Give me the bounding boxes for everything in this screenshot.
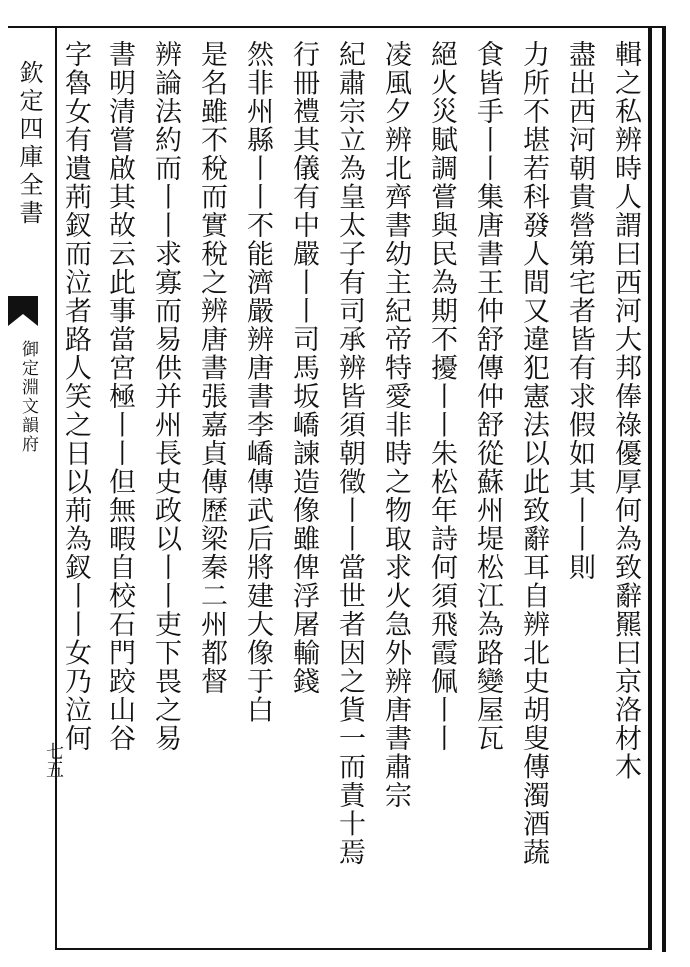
left-inner-border: [55, 26, 57, 950]
text-column-9: 然非州縣丨丨不能濟嚴辨唐書李嶠傳武后將建大像于白: [242, 40, 273, 724]
right-border: [648, 26, 652, 950]
text-column-5: 絕火災賦調嘗與民為期不擾丨丨朱松年詩何須飛霞佩丨丨: [426, 40, 457, 753]
text-column-6: 凌風夕辨北齊書幼主紀帝特愛非時之物取求火急外辨唐書肅宗: [380, 40, 411, 810]
text-column-12: 書明清嘗啟其故云此事當宮極丨丨但無暇自校石門跤山谷: [104, 40, 135, 753]
page-number: 七五: [43, 742, 64, 778]
text-column-10: 是名雖不稅而實稅之辨唐書張嘉貞傳歷梁秦二州都督: [196, 40, 227, 696]
text-column-11: 辨論法約而丨丨求寡而易供并州長史政以丨丨吏下畏之易: [150, 40, 181, 753]
text-column-8: 行冊禮其儀有中嚴丨丨司馬坂嶠諫造像雖俾浮屠輸錢: [288, 40, 319, 696]
top-border: [55, 26, 652, 28]
bottom-border: [55, 948, 652, 950]
side-title: 欽定四庫全書: [15, 60, 43, 228]
text-column-2: 盡出西河朝貴營第宅者皆有求假如其丨丨則: [564, 40, 595, 582]
side-subtitle: 御定淵文韻府: [18, 340, 38, 454]
text-column-13: 字魯女有遺荊釵而泣者路人笑之日以荊為釵丨丨女乃泣何: [60, 40, 91, 753]
text-column-4: 食皆手丨丨集唐書王仲舒傳仲舒從蘇州堤松江為路變屋瓦: [472, 40, 503, 753]
text-column-1: 輯之私辨時人謂曰西河大邦俸祿優厚何為致辭羆曰京洛材木: [610, 40, 641, 781]
text-column-7: 紀肅宗立為皇太子有司承辨皆須朝徵丨丨當世者因之貨一而責十焉: [334, 40, 365, 867]
text-column-3: 力所不堪若科發人間又違犯憲法以此致辭耳自辨北史胡叟傳濁酒蔬: [518, 40, 549, 867]
